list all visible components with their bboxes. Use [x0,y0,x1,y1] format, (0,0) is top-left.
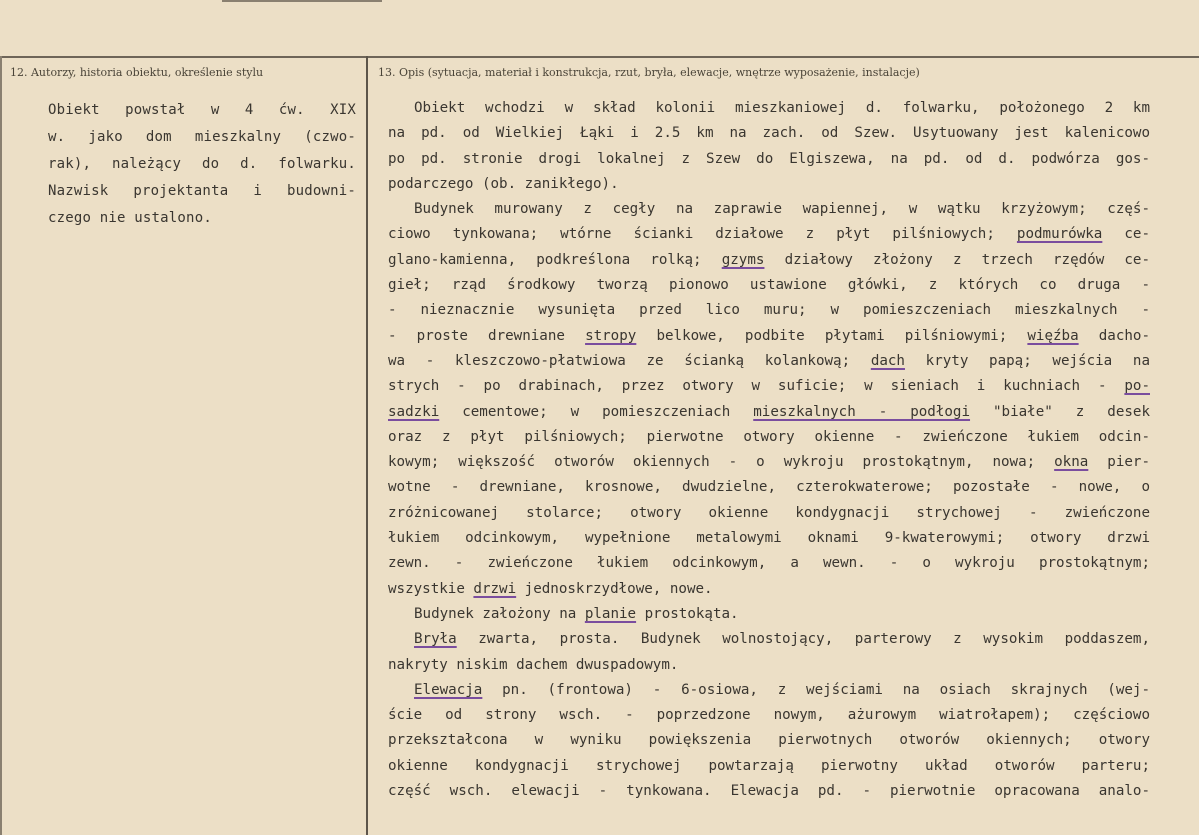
underlined-term: planie [584,605,637,622]
description-text [388,96,1150,804]
underlined-term: dach [870,352,905,369]
description-line: podarczego (ob. zanikłego). [388,175,619,192]
history-line: Obiekt powstał w 4 ćw. XIX [48,102,356,118]
history-line: w. jako dom mieszkalny (czwo- [48,129,356,145]
underlined-term: sadzki [388,403,440,420]
history-line: rak), należący do d. folwarku. [48,156,356,172]
section-12-label: 12. Autorzy, historia obiektu, określenie stylu [10,66,264,79]
description-line: oraz z płyt pilśniowych; pierwotne otwory okienne - zwieńczone łukiem odcin- [388,428,1150,445]
underlined-term: okna [1054,454,1089,471]
description-line: glano-kamienna, podkreślona rolką; gzyms działowy złożony z trzech rzędów ce- [388,251,1150,268]
description-line: część wsch. elewacji - tynkowana. Elewacja pd. - pierwotnie opracowana analo- [388,783,1150,800]
description-line: ście od strony wsch. - poprzedzone nowym, ażurowym wiatrołapem); częściowo [388,707,1150,724]
column-divider [366,56,368,835]
description-line: łukiem odcinkowym, wypełnione metalowymi oknami 9-kwaterowymi; otwory drzwi [388,530,1150,547]
top-rule [0,56,1199,58]
description-line: na pd. od Wielkiej Łąki i 2.5 km na zach. od Szew. Usytuowany jest kalenicowo [388,125,1150,142]
underlined-term: mieszkalnych - podłogi [753,403,971,420]
description-line: wotne - drewniane, krosnowe, dwudzielne, czterokwaterowe; pozostałe - nowe, o [388,479,1150,496]
underlined-term: stropy [585,327,637,344]
description-line: gieł; rząd środkowy tworzą pionowo ustawione główki, z których co druga - [388,277,1150,294]
description-line: strych - po drabinach, przez otwory w suficie; w sieniach i kuchniach - po- [388,378,1150,395]
description-line: Budynek murowany z cegły na zaprawie wapiennej, w wątku krzyżowym; częś- [414,201,1150,218]
left-edge-rule [0,56,2,835]
description-line: po pd. stronie drogi lokalnej z Szew do Elgiszewa, na pd. od d. podwórza gos- [388,150,1150,167]
description-line: nakryty niskim dachem dwuspadowym. [388,656,679,673]
underlined-term: Bryła [414,631,457,648]
description-line: przekształcona w wyniku powiększenia pierwotnych otworów okiennych; otwory [388,732,1150,749]
top-tab-rule [222,0,382,2]
underlined-term: gzyms [721,251,765,268]
description-line: Obiekt wchodzi w skład kolonii mieszkaniowej d. folwarku, położonego 2 km [414,100,1150,116]
description-line: Elewacja pn. (frontowa) - 6-osiowa, z wejściami na osiach skrajnych (wej- [414,681,1150,698]
underlined-term: podmurówka [1016,226,1103,243]
description-line: zewn. - zwieńczone łukiem odcinkowym, a wewn. - o wykroju prostokątnym; [388,555,1150,572]
history-text [48,97,356,232]
underlined-term: więźba [1027,327,1079,344]
description-line: wszystkie drzwi jednoskrzydłowe, nowe. [388,580,713,597]
description-line: ciowo tynkowana; wtórne ścianki działowe z płyt pilśniowych; podmurówka ce- [388,226,1150,243]
description-line: Budynek założony na planie prostokąta. [414,605,739,622]
description-line: Bryła zwarta, prosta. Budynek wolnostojący, parterowy z wysokim poddaszem, [414,631,1150,648]
description-line: - proste drewniane stropy belkowe, podbite płytami pilśniowymi; więźba dacho- [388,327,1151,344]
history-line: Nazwisk projektanta i budowni- [48,183,356,199]
underlined-term: po- [1124,378,1150,395]
description-line: kowym; większość otworów okiennych - o wykroju prostokątnym, nowa; okna pier- [388,454,1150,471]
description-line: zróżnicowanej stolarce; otwory okienne kondygnacji strychowej - zwieńczone [388,504,1150,521]
underlined-term: Elewacja [414,681,483,698]
underlined-term: drzwi [473,580,517,597]
description-line: wa - kleszczowo-płatwiowa ze ścianką kolankową; dach kryty papą; wejścia na [388,352,1150,369]
section-13-label: 13. Opis (sytuacja, materiał i konstrukcja, rzut, bryła, elewacje, wnętrze wyposażenie, instalacje) [378,66,920,79]
description-line: okienne kondygnacji strychowej powtarzają pierwotny układ otworów parteru; [388,757,1150,774]
description-line: sadzki cementowe; w pomieszczeniach mieszkalnych - podłogi "białe" z desek [388,403,1150,420]
history-line: czego nie ustalono. [48,210,212,226]
description-line: - nieznacznie wysunięta przed lico muru; w pomieszczeniach mieszkalnych - [388,302,1150,319]
